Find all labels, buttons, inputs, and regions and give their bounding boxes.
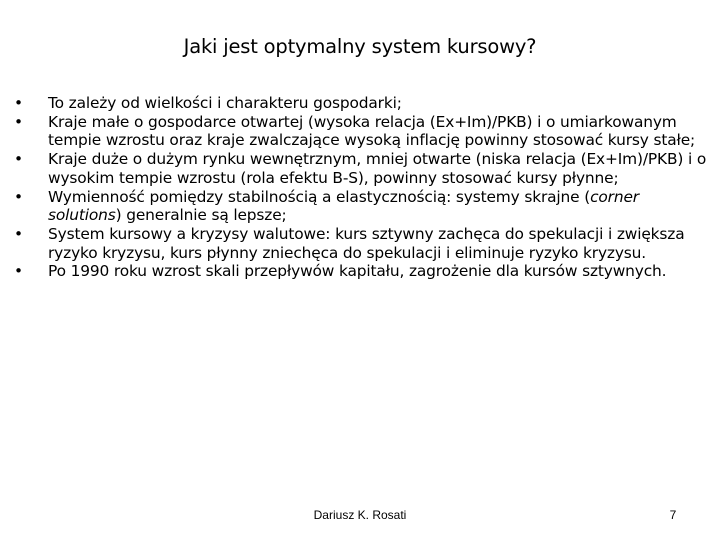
bullet-list <box>14 94 709 281</box>
bullet-item <box>14 262 709 281</box>
bullet-item <box>14 94 709 113</box>
bullet-mark: • <box>14 262 23 281</box>
bullet-item <box>14 150 709 187</box>
bullet-text: System kursowy a kryzysy walutowe: kurs sztywny zachęca do spekulacji i zwiększa ryzyko kryzysu, kurs płynny zniechęca do spekulacji i eliminuje ryzyko kryzysu. <box>48 224 685 262</box>
bullet-text-italic: corner solutions <box>48 187 639 225</box>
slide-title: Jaki jest optymalny system kursowy? <box>183 35 537 58</box>
bullet-mark: • <box>14 224 23 243</box>
bullet-mark: • <box>14 94 23 112</box>
bullet-mark: • <box>14 112 23 131</box>
bullet-item <box>14 188 709 225</box>
bullet-mark: • <box>14 150 23 169</box>
bullet-text-after: ) generalnie są lepsze; <box>115 206 287 225</box>
bullet-text: To zależy od wielkości i charakteru gospodarki; <box>48 94 402 112</box>
bullet-text <box>48 188 639 225</box>
bullet-text: Po 1990 roku wzrost skali przepływów kapitału, zagrożenie dla kursów sztywnych. <box>48 262 667 281</box>
bullet-mark: • <box>14 187 23 206</box>
bullet-item <box>14 113 709 150</box>
bullet-text: Kraje duże o dużym rynku wewnętrznym, mniej otwarte (niska relacja (Ex+Im)/PKB) i o wysokim tempie wzrostu (rola efektu B-S), powinny stosować kursy płynne; <box>48 150 707 187</box>
bullet-text-before: Wymienność pomiędzy stabilnością a elastycznością: systemy skrajne ( <box>48 187 591 206</box>
bullet-text: Kraje małe o gospodarce otwartej (wysoka relacja (Ex+Im)/PKB) i o umiarkowanym tempie wzrostu oraz kraje zwalczające wysoką inflację powinny stosować kursy stałe; <box>48 112 696 150</box>
bullet-item <box>14 225 709 262</box>
footer-author: Dariusz K. Rosati <box>313 508 407 522</box>
page-number: 7 <box>669 508 677 522</box>
